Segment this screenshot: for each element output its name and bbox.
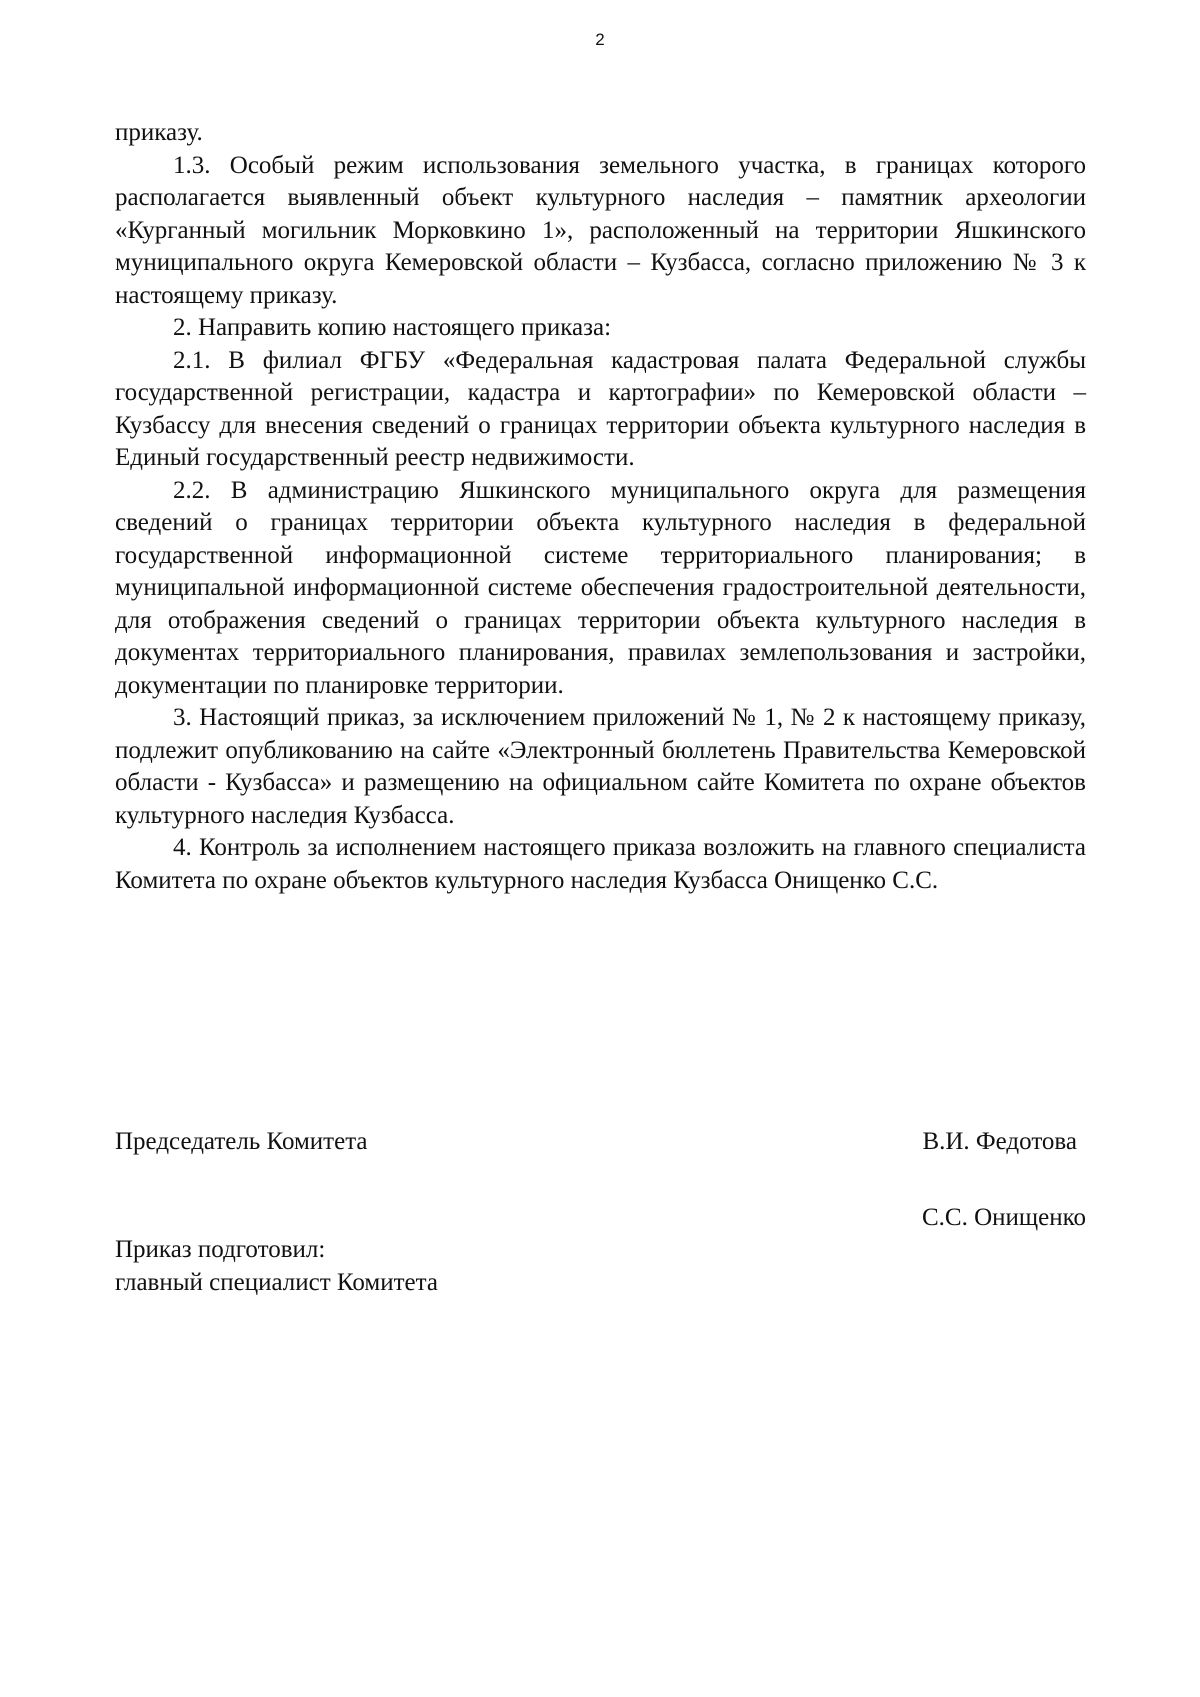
preparer-name: С.С. Онищенко <box>921 1203 1086 1231</box>
preparer-position: главный специалист Комитета <box>115 1268 438 1296</box>
paragraph-2-1: 2.1. В филиал ФГБУ «Федеральная кадастровая палата Федеральной службы государственной регистрации, кадастра и картографии» по Кемеровской области – Кузбассу для внесения сведений о границах территории объекта культурного наследия в Единый государственный реестр недвижимости. <box>115 346 1086 471</box>
chairman-name: В.И. Федотова <box>922 1128 1077 1155</box>
chairman-position: Председатель Комитета <box>115 1128 368 1155</box>
preparer-info <box>115 1234 438 1299</box>
paragraph-3: 3. Настоящий приказ, за исключением приложений № 1, № 2 к настоящему приказу, подлежит опубликованию на сайте «Электронный бюллетень Правительства Кемеровской области - Кузбасса» и размещению на официальном сайте Комитета по охране объектов культурного наследия Кузбасса. <box>115 704 1086 829</box>
paragraph-1-3: 1.3. Особый режим использования земельного участка, в границах которого располагается выявленный объект культурного наследия – памятник археологии «Курганный могильник Морковкино 1», расположенный на территории Яшкинского муниципального округа Кемеровской области – Кузбасса, согласно приложению № 3 к настоящему приказу. <box>115 151 1086 309</box>
document-body <box>115 117 1086 897</box>
paragraph-continuation: приказу. <box>115 119 203 146</box>
preparer-label: Приказ подготовил: <box>115 1236 326 1263</box>
page-number: 2 <box>595 30 605 49</box>
paragraph-2-2: 2.2. В администрацию Яшкинского муниципального округа для размещения сведений о границах территории объекта культурного наследия в федеральной государственной информационной системе территориального планирования; в муниципальной информационной системе обеспечения градостроительной деятельности, для отображения сведений о границах территории объекта культурного наследия в документах территориального планирования, правилах землепользования и застройки, документации по планировке территории. <box>115 476 1086 699</box>
paragraph-4: 4. Контроль за исполнением настоящего приказа возложить на главного специалиста Комитета по охране объектов культурного наследия Кузбасса Онищенко С.С. <box>115 834 1086 894</box>
paragraph-2: 2. Направить копию настоящего приказа: <box>173 314 612 341</box>
